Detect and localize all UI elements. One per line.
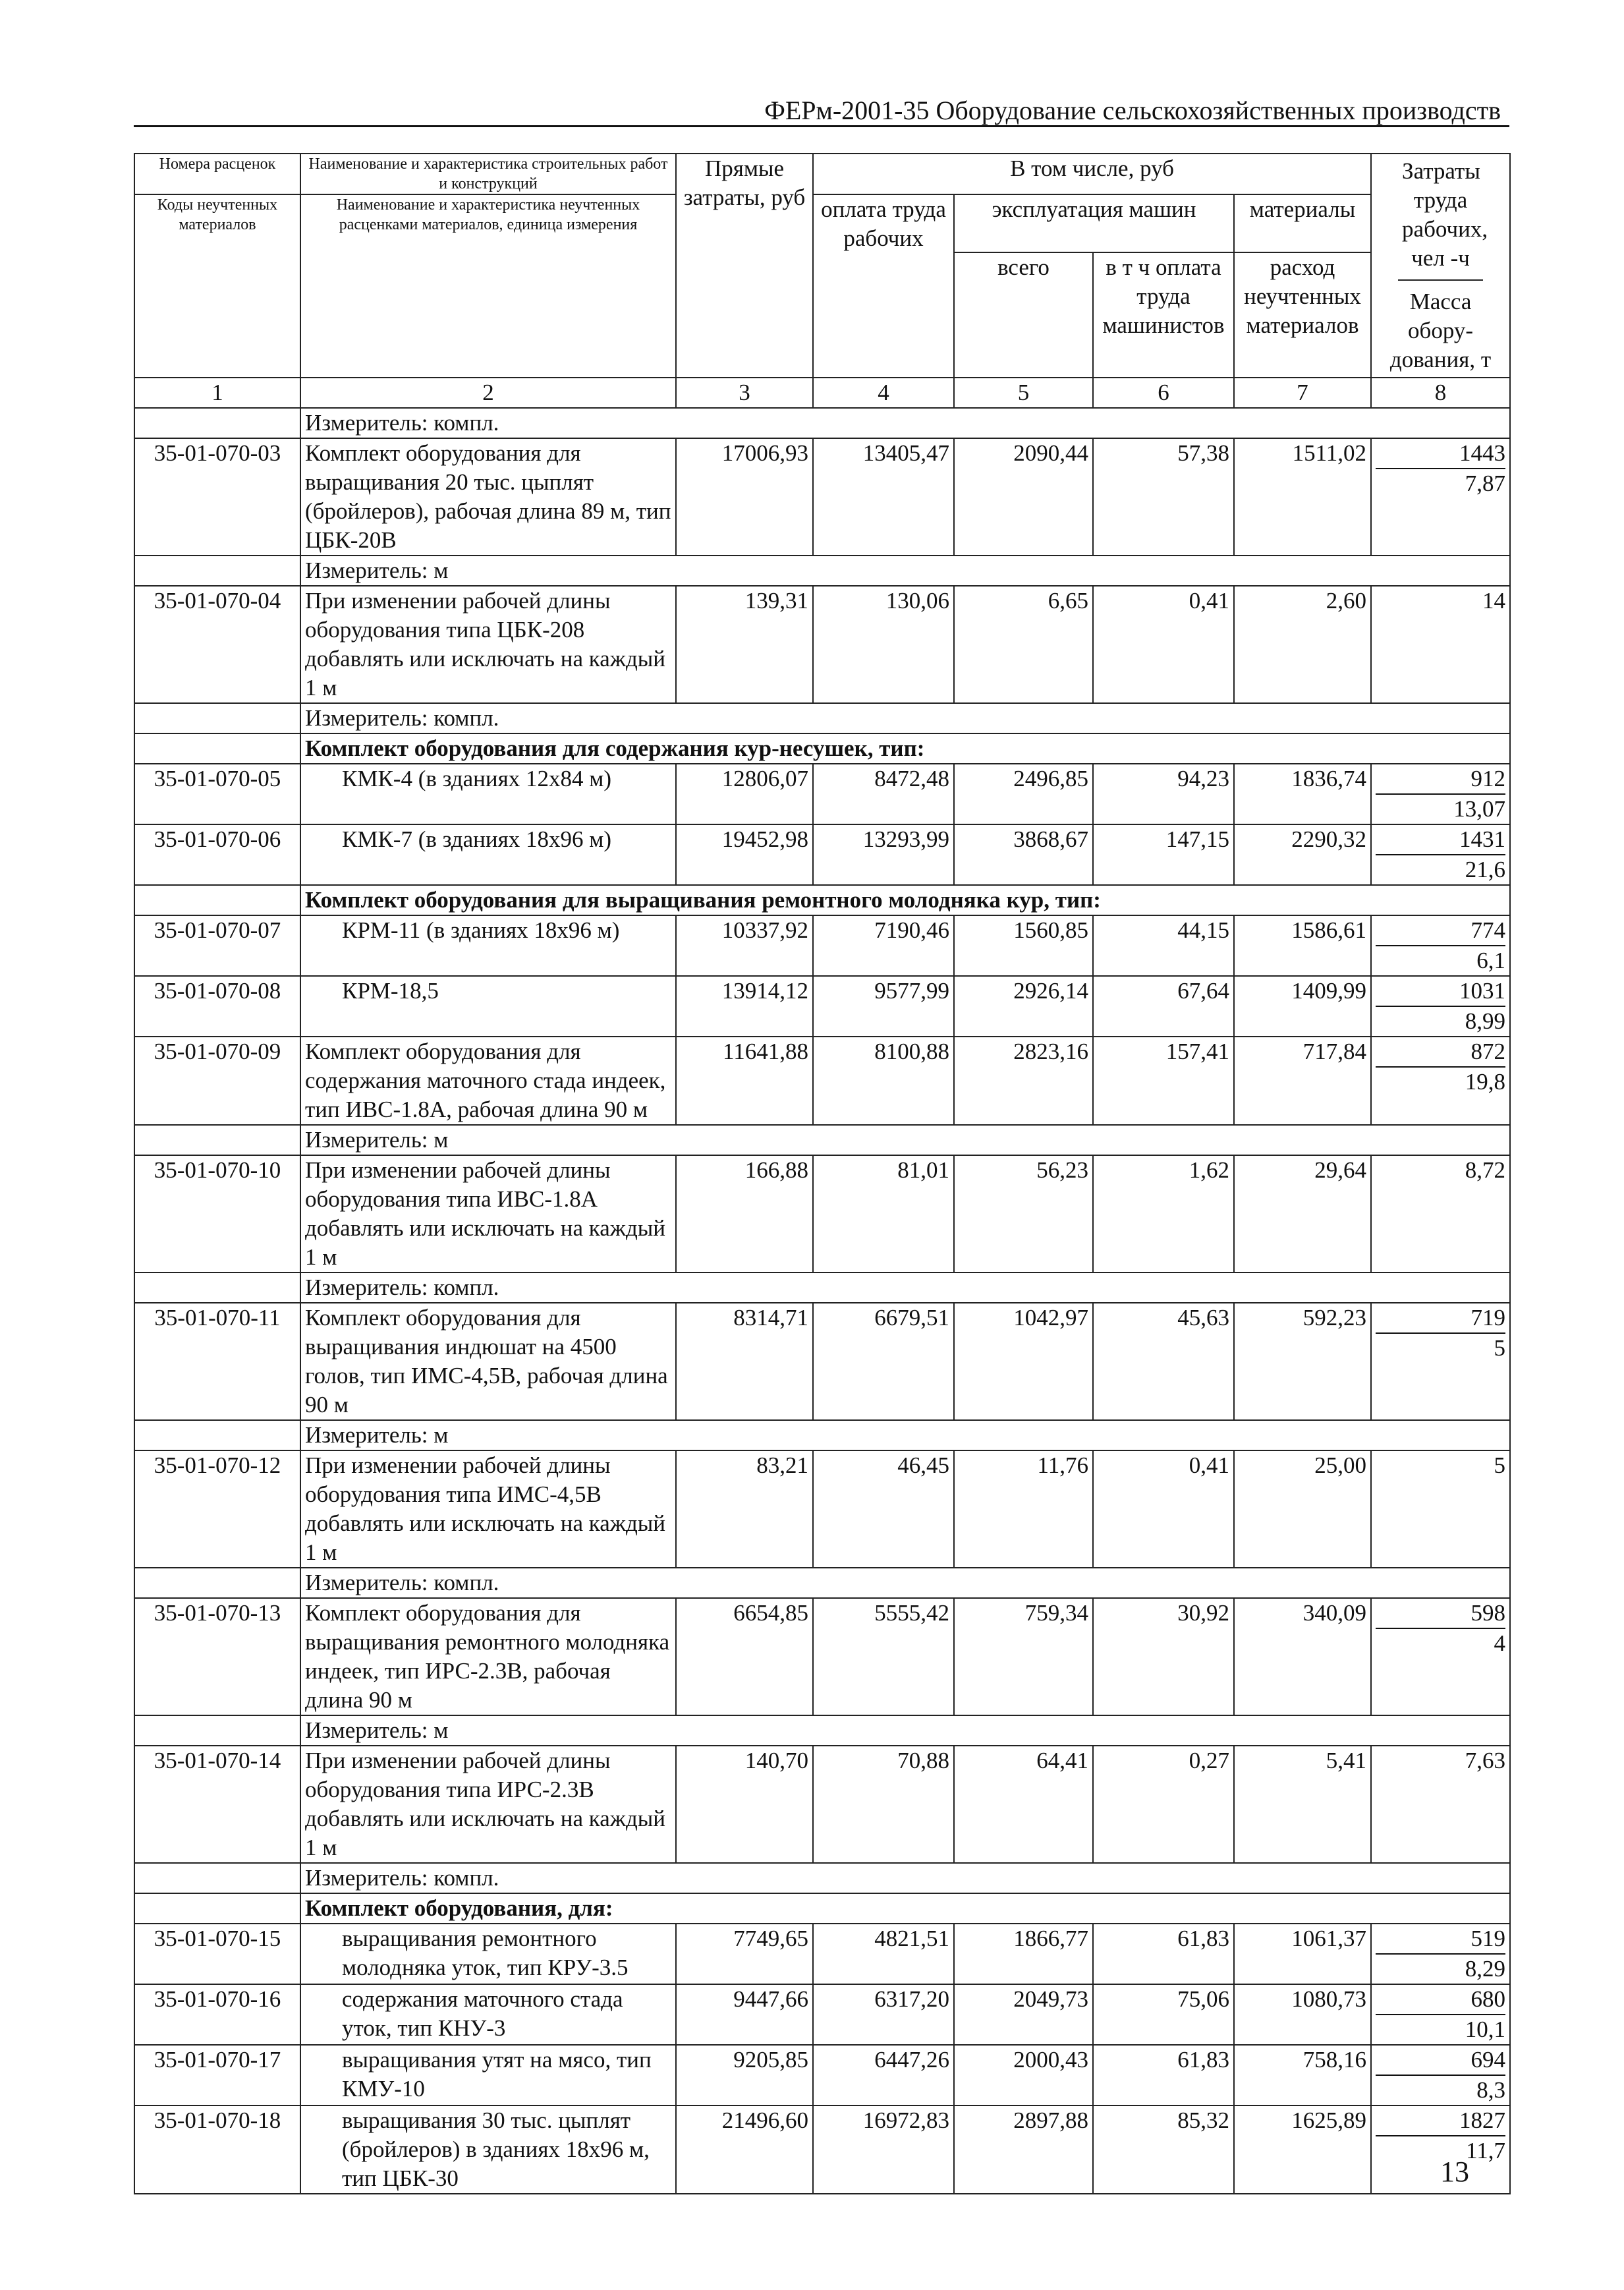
labor-mass-cell — [1371, 1037, 1510, 1125]
description-text: Комплект оборудования для выращивания 20 тыс. цыплят (бройлеров), рабочая длина 89 м, тип ЦБК-20В — [305, 440, 671, 553]
rate-description — [300, 438, 676, 556]
rate-row — [134, 1155, 1510, 1273]
table-body — [134, 408, 1510, 2194]
measure-unit: Измеритель: м — [300, 1420, 1510, 1450]
column-number: 1 — [134, 378, 300, 408]
labor-mass-cell — [1371, 764, 1510, 824]
workers-wages: 6317,20 — [813, 1984, 954, 2045]
workers-wages: 13293,99 — [813, 824, 954, 885]
machinists-wages: 0,27 — [1093, 1746, 1234, 1863]
labor-mass-cell — [1371, 915, 1510, 976]
rate-description — [300, 1303, 676, 1420]
measure-unit: Измеритель: м — [300, 1125, 1510, 1155]
labor-costs: 1827 — [1376, 2106, 1505, 2136]
materials-cost: 592,23 — [1234, 1303, 1371, 1420]
rate-code: 35-01-070-11 — [134, 1303, 300, 1420]
workers-wages: 81,01 — [813, 1155, 954, 1273]
rate-description — [300, 1984, 676, 2045]
column-number: 4 — [813, 378, 954, 408]
labor-mass-cell — [1371, 1450, 1510, 1568]
rate-code: 35-01-070-09 — [134, 1037, 300, 1125]
direct-costs: 7749,65 — [676, 1924, 813, 1984]
header-labor-mass — [1371, 154, 1510, 378]
machines-total: 1866,77 — [954, 1924, 1093, 1984]
labor-costs: 519 — [1376, 1924, 1505, 1955]
workers-wages: 70,88 — [813, 1746, 954, 1863]
rate-row — [134, 1303, 1510, 1420]
equipment-mass: 8,29 — [1465, 1956, 1506, 1982]
header-including: В том числе, руб — [813, 154, 1371, 194]
rate-row — [134, 764, 1510, 824]
labor-mass-cell — [1371, 976, 1510, 1037]
workers-wages: 8100,88 — [813, 1037, 954, 1125]
description-text: При изменении рабочей длины оборудования типа ИРС-2.3В добавлять или исключать на каждый 1 м — [305, 1748, 666, 1860]
header-machines-total: всего — [954, 252, 1093, 378]
description-text: КМК-4 (в зданиях 12х84 м) — [342, 766, 612, 791]
workers-wages: 9577,99 — [813, 976, 954, 1037]
machinists-wages: 67,64 — [1093, 976, 1234, 1037]
machines-total: 3868,67 — [954, 824, 1093, 885]
measure-unit: Измеритель: компл. — [300, 1863, 1510, 1893]
direct-costs: 9205,85 — [676, 2045, 813, 2105]
rate-description — [300, 915, 676, 976]
empty-code-cell — [134, 1568, 300, 1598]
page-number: 13 — [1440, 2156, 1469, 2188]
header-materials: материалы — [1234, 194, 1371, 252]
header-work-name: Наименование и характеристика строительных работ и конструкций — [300, 154, 676, 194]
labor-costs: 719 — [1376, 1303, 1505, 1334]
machines-total: 759,34 — [954, 1598, 1093, 1715]
rate-code: 35-01-070-08 — [134, 976, 300, 1037]
workers-wages: 6679,51 — [813, 1303, 954, 1420]
labor-costs: 5 — [1494, 1452, 1506, 1478]
machines-total: 56,23 — [954, 1155, 1093, 1273]
description-text: выращивания 30 тыс. цыплят (бройлеров) в зданиях 18х96 м, тип ЦБК-30 — [342, 2107, 650, 2191]
rate-description — [300, 1037, 676, 1125]
header-row-mid — [134, 194, 1510, 252]
workers-wages: 8472,48 — [813, 764, 954, 824]
rate-code: 35-01-070-04 — [134, 586, 300, 703]
rate-description — [300, 1746, 676, 1863]
empty-code-cell — [134, 1715, 300, 1746]
measure-unit: Измеритель: компл. — [300, 1273, 1510, 1303]
workers-wages: 13405,47 — [813, 438, 954, 556]
labor-mass-cell — [1371, 1598, 1510, 1715]
labor-mass-cell — [1371, 1746, 1510, 1863]
direct-costs: 12806,07 — [676, 764, 813, 824]
direct-costs: 21496,60 — [676, 2105, 813, 2194]
section-row — [134, 885, 1510, 915]
rate-code: 35-01-070-17 — [134, 2045, 300, 2105]
labor-costs: 1443 — [1376, 439, 1505, 469]
materials-cost: 1409,99 — [1234, 976, 1371, 1037]
empty-code-cell — [134, 1893, 300, 1924]
description-text: При изменении рабочей длины оборудования типа ЦБК-208 добавлять или исключать на каждый 1 м — [305, 588, 666, 701]
description-text: КМК-7 (в зданиях 18х96 м) — [342, 826, 612, 852]
rate-row — [134, 1746, 1510, 1863]
section-row — [134, 1893, 1510, 1924]
header-mass: Масса обору-дования, т — [1389, 289, 1492, 372]
header-unaccounted-materials: расход неучтенных материалов — [1234, 252, 1371, 378]
labor-costs: 8,72 — [1465, 1157, 1506, 1183]
header-machinists-wages: в т ч оплата труда машинистов — [1093, 252, 1234, 378]
description-text: Комплект оборудования для выращивания индюшат на 4500 голов, тип ИМС-4,5В, рабочая длина 90 м — [305, 1305, 668, 1417]
header-wages: оплата труда рабочих — [813, 194, 954, 378]
description-text: выращивания утят на мясо, тип КМУ-10 — [342, 2047, 652, 2102]
equipment-mass: 4 — [1494, 1630, 1506, 1656]
rate-row — [134, 824, 1510, 885]
labor-mass-cell — [1371, 1303, 1510, 1420]
rates-table — [134, 153, 1511, 2194]
rate-row — [134, 1598, 1510, 1715]
running-head: ФЕРм-2001-35 Оборудование сельскохозяйственных производств — [764, 96, 1501, 125]
measure-unit: Измеритель: компл. — [300, 408, 1510, 438]
machines-total: 2496,85 — [954, 764, 1093, 824]
labor-costs: 912 — [1376, 764, 1505, 795]
rate-code: 35-01-070-16 — [134, 1984, 300, 2045]
labor-costs: 774 — [1376, 916, 1505, 946]
machinists-wages: 0,41 — [1093, 586, 1234, 703]
direct-costs: 140,70 — [676, 1746, 813, 1863]
direct-costs: 83,21 — [676, 1450, 813, 1568]
rate-code: 35-01-070-03 — [134, 438, 300, 556]
empty-code-cell — [134, 556, 300, 586]
column-number: 2 — [300, 378, 676, 408]
materials-cost: 1836,74 — [1234, 764, 1371, 824]
machinists-wages: 94,23 — [1093, 764, 1234, 824]
materials-cost: 2290,32 — [1234, 824, 1371, 885]
measure-unit: Измеритель: м — [300, 556, 1510, 586]
direct-costs: 8314,71 — [676, 1303, 813, 1420]
machines-total: 2897,88 — [954, 2105, 1093, 2194]
equipment-mass: 7,87 — [1465, 471, 1506, 496]
labor-mass-cell — [1371, 2045, 1510, 2105]
direct-costs: 6654,85 — [676, 1598, 813, 1715]
description-text: выращивания ремонтного молодняка уток, тип КРУ-3.5 — [342, 1926, 629, 1980]
empty-code-cell — [134, 885, 300, 915]
workers-wages: 5555,42 — [813, 1598, 954, 1715]
equipment-mass: 8,99 — [1465, 1008, 1506, 1034]
header-rate-numbers: Номера расценок — [134, 154, 300, 194]
machines-total: 2926,14 — [954, 976, 1093, 1037]
rate-code: 35-01-070-18 — [134, 2105, 300, 2194]
header-row-top — [134, 154, 1510, 194]
materials-cost: 1586,61 — [1234, 915, 1371, 976]
rate-row — [134, 2045, 1510, 2105]
labor-costs: 680 — [1376, 1985, 1505, 2015]
description-text: Комплект оборудования для выращивания ремонтного молодняка индеек, тип ИРС-2.3В, рабочая длина 90 м — [305, 1600, 670, 1713]
rate-code: 35-01-070-10 — [134, 1155, 300, 1273]
workers-wages: 16972,83 — [813, 2105, 954, 2194]
materials-cost: 1080,73 — [1234, 1984, 1371, 2045]
materials-cost: 758,16 — [1234, 2045, 1371, 2105]
description-text: содержания маточного стада уток, тип КНУ-3 — [342, 1986, 623, 2041]
labor-mass-cell — [1371, 586, 1510, 703]
materials-cost: 29,64 — [1234, 1155, 1371, 1273]
equipment-mass: 11,7 — [1466, 2138, 1506, 2163]
labor-mass-cell — [1371, 1984, 1510, 2045]
machinists-wages: 157,41 — [1093, 1037, 1234, 1125]
materials-cost: 717,84 — [1234, 1037, 1371, 1125]
equipment-mass: 10,1 — [1465, 2017, 1506, 2042]
section-row — [134, 733, 1510, 764]
labor-mass-cell — [1371, 1924, 1510, 1984]
rate-description — [300, 1924, 676, 1984]
empty-code-cell — [134, 1863, 300, 1893]
rate-row — [134, 438, 1510, 556]
labor-costs: 694 — [1376, 2046, 1505, 2076]
rate-description — [300, 1450, 676, 1568]
empty-code-cell — [134, 1273, 300, 1303]
header-machines: эксплуатация машин — [954, 194, 1234, 252]
header-rule — [134, 125, 1509, 127]
rate-row — [134, 1984, 1510, 2045]
rate-row — [134, 976, 1510, 1037]
rate-code: 35-01-070-13 — [134, 1598, 300, 1715]
equipment-mass: 8,3 — [1476, 2077, 1506, 2103]
direct-costs: 166,88 — [676, 1155, 813, 1273]
machines-total: 2049,73 — [954, 1984, 1093, 2045]
workers-wages: 6447,26 — [813, 2045, 954, 2105]
rate-row — [134, 1450, 1510, 1568]
rate-description — [300, 824, 676, 885]
measure-unit: Измеритель: компл. — [300, 1568, 1510, 1598]
equipment-mass: 5 — [1494, 1335, 1506, 1361]
header-unaccounted-codes: Коды неучтенных материалов — [134, 194, 300, 378]
labor-mass-cell — [1371, 438, 1510, 556]
column-number: 5 — [954, 378, 1093, 408]
workers-wages: 4821,51 — [813, 1924, 954, 1984]
machines-total: 2000,43 — [954, 2045, 1093, 2105]
rate-description — [300, 1155, 676, 1273]
measure-unit: Измеритель: м — [300, 1715, 1510, 1746]
header-direct-costs: Прямые затраты, руб — [676, 154, 813, 378]
measure-row — [134, 1125, 1510, 1155]
materials-cost: 1625,89 — [1234, 2105, 1371, 2194]
measure-row — [134, 703, 1510, 733]
labor-costs: 598 — [1376, 1599, 1505, 1629]
column-number: 6 — [1093, 378, 1234, 408]
measure-row — [134, 1715, 1510, 1746]
labor-mass-cell — [1371, 824, 1510, 885]
machinists-wages: 57,38 — [1093, 438, 1234, 556]
rate-code: 35-01-070-06 — [134, 824, 300, 885]
machinists-wages: 61,83 — [1093, 1924, 1234, 1984]
direct-costs: 9447,66 — [676, 1984, 813, 2045]
materials-cost: 1511,02 — [1234, 438, 1371, 556]
equipment-mass: 19,8 — [1465, 1069, 1506, 1095]
machinists-wages: 44,15 — [1093, 915, 1234, 976]
rate-code: 35-01-070-15 — [134, 1924, 300, 1984]
direct-costs: 17006,93 — [676, 438, 813, 556]
rate-description — [300, 586, 676, 703]
rate-description — [300, 2045, 676, 2105]
machinists-wages: 30,92 — [1093, 1598, 1234, 1715]
direct-costs: 139,31 — [676, 586, 813, 703]
machines-total: 2823,16 — [954, 1037, 1093, 1125]
labor-mass-cell — [1371, 1155, 1510, 1273]
section-title: Комплект оборудования для содержания кур-несушек, тип: — [300, 733, 1510, 764]
rate-row — [134, 1037, 1510, 1125]
machines-total: 11,76 — [954, 1450, 1093, 1568]
description-text: КРМ-11 (в зданиях 18х96 м) — [342, 917, 620, 943]
machinists-wages: 75,06 — [1093, 1984, 1234, 2045]
machinists-wages: 147,15 — [1093, 824, 1234, 885]
rate-row — [134, 915, 1510, 976]
description-text: КРМ-18,5 — [342, 978, 439, 1004]
measure-unit: Измеритель: компл. — [300, 703, 1510, 733]
machinists-wages: 61,83 — [1093, 2045, 1234, 2105]
column-number: 8 — [1371, 378, 1510, 408]
measure-row — [134, 1273, 1510, 1303]
machines-total: 1560,85 — [954, 915, 1093, 976]
materials-cost: 25,00 — [1234, 1450, 1371, 1568]
rate-row — [134, 586, 1510, 703]
empty-code-cell — [134, 703, 300, 733]
direct-costs: 10337,92 — [676, 915, 813, 976]
header-labor: Затраты труда рабочих, чел -ч — [1398, 154, 1483, 281]
measure-row — [134, 408, 1510, 438]
workers-wages: 46,45 — [813, 1450, 954, 1568]
measure-row — [134, 1863, 1510, 1893]
labor-costs: 872 — [1376, 1037, 1505, 1068]
measure-row — [134, 1420, 1510, 1450]
materials-cost: 340,09 — [1234, 1598, 1371, 1715]
rate-code: 35-01-070-14 — [134, 1746, 300, 1863]
description-text: При изменении рабочей длины оборудования типа ИВС-1.8А добавлять или исключать на каждый 1 м — [305, 1157, 666, 1270]
labor-costs: 1031 — [1376, 977, 1505, 1007]
machinists-wages: 1,62 — [1093, 1155, 1234, 1273]
machines-total: 1042,97 — [954, 1303, 1093, 1420]
machines-total: 6,65 — [954, 586, 1093, 703]
column-number: 7 — [1234, 378, 1371, 408]
equipment-mass: 6,1 — [1476, 948, 1506, 973]
section-title: Комплект оборудования для выращивания ремонтного молодняка кур, тип: — [300, 885, 1510, 915]
measure-row — [134, 556, 1510, 586]
labor-costs: 1431 — [1376, 825, 1505, 855]
empty-code-cell — [134, 1420, 300, 1450]
machines-total: 2090,44 — [954, 438, 1093, 556]
empty-code-cell — [134, 733, 300, 764]
machines-total: 64,41 — [954, 1746, 1093, 1863]
labor-costs: 14 — [1482, 588, 1506, 614]
equipment-mass: 21,6 — [1465, 857, 1506, 882]
workers-wages: 7190,46 — [813, 915, 954, 976]
materials-cost: 5,41 — [1234, 1746, 1371, 1863]
machinists-wages: 85,32 — [1093, 2105, 1234, 2194]
machinists-wages: 45,63 — [1093, 1303, 1234, 1420]
empty-code-cell — [134, 408, 300, 438]
equipment-mass: 13,07 — [1453, 796, 1506, 822]
rate-description — [300, 764, 676, 824]
description-text: При изменении рабочей длины оборудования типа ИМС-4,5В добавлять или исключать на каждый 1 м — [305, 1452, 666, 1565]
rate-code: 35-01-070-05 — [134, 764, 300, 824]
materials-cost: 1061,37 — [1234, 1924, 1371, 1984]
direct-costs: 19452,98 — [676, 824, 813, 885]
rate-code: 35-01-070-12 — [134, 1450, 300, 1568]
labor-costs: 7,63 — [1465, 1748, 1506, 1773]
workers-wages: 130,06 — [813, 586, 954, 703]
column-numbers-row — [134, 378, 1510, 408]
rate-code: 35-01-070-07 — [134, 915, 300, 976]
section-title: Комплект оборудования, для: — [300, 1893, 1510, 1924]
rate-description — [300, 1598, 676, 1715]
rate-row — [134, 1924, 1510, 1984]
column-number: 3 — [676, 378, 813, 408]
direct-costs: 13914,12 — [676, 976, 813, 1037]
description-text: Комплект оборудования для содержания маточного стада индеек, тип ИВС-1.8А, рабочая длина 90 м — [305, 1039, 666, 1122]
rate-description — [300, 976, 676, 1037]
direct-costs: 11641,88 — [676, 1037, 813, 1125]
materials-cost: 2,60 — [1234, 586, 1371, 703]
machinists-wages: 0,41 — [1093, 1450, 1234, 1568]
header-unaccounted-name: Наименование и характеристика неучтенных расценками материалов, единица измерения — [300, 194, 676, 378]
empty-code-cell — [134, 1125, 300, 1155]
measure-row — [134, 1568, 1510, 1598]
